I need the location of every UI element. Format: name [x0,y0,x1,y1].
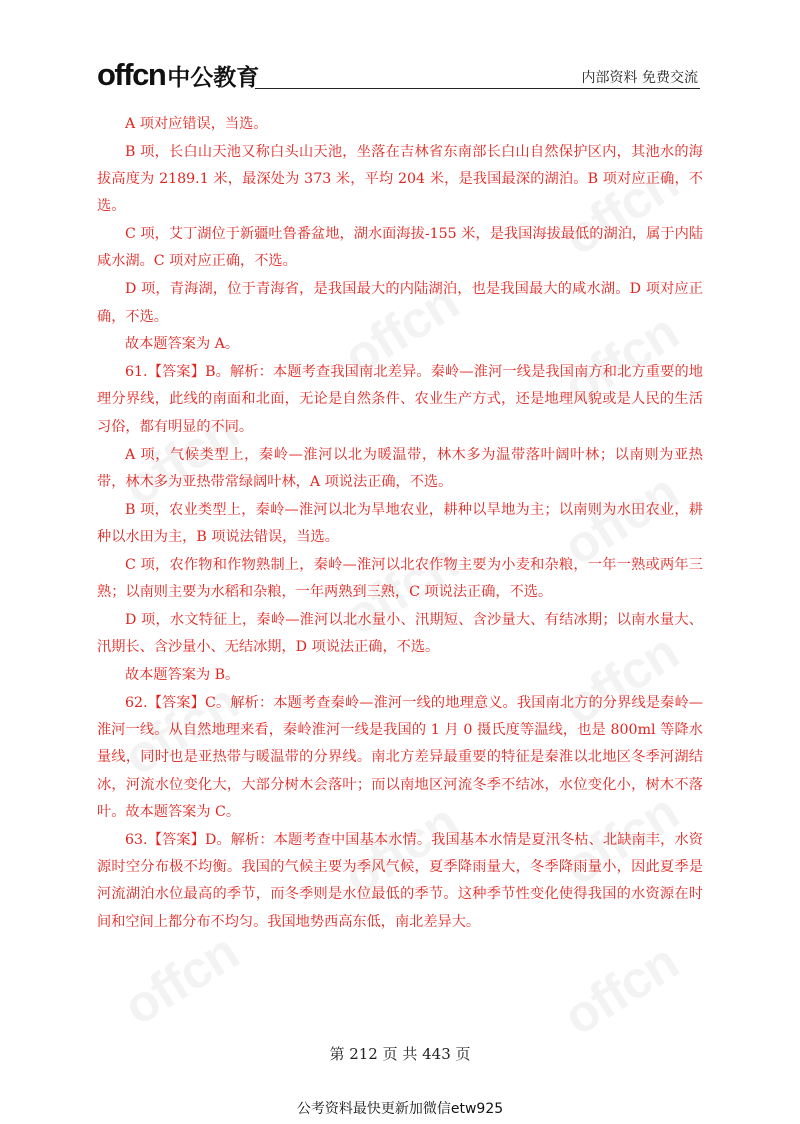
watermark [553,932,688,1048]
paragraph: 故本题答案为 B。 [125,666,240,683]
paragraph: 62.【答案】C。解析：本题考查秦岭—淮河一线的地理意义。我国南北方的分界线是秦岭—淮河一线。从自然地理来看，秦岭淮河一线是我国的 1 月 0 摄氏度等温线，也是 800ml 等降水量线，同时也是亚热带与暖温带的分界线。南北方差异最重要的特征是秦淮以北地区冬季河湖结冰，河流水位变化大，大部分树木会落叶；而以南地区河流冬季不结冰，水位变化小，树木不落叶。故本题答案为 C。 [97,694,703,820]
paragraph: C 项，艾丁湖位于新疆吐鲁番盆地，湖水面海拔-155 米，是我国海拔最低的湖泊，属于内陆咸水湖。C 项对应正确，不选。 [97,226,703,270]
paragraph: D 项，青海湖，位于青海省，是我国最大的内陆湖泊，也是我国最大的咸水湖。D 项对应正确，不选。 [97,281,703,325]
page-number: 第 212 页 共 443 页 [329,1045,471,1063]
paragraph: B 项，农业类型上，秦岭—淮河以北为旱地农业，耕种以旱地为主；以南则为水田农业，耕种以水田为主，B 项说法错误，当选。 [97,501,703,545]
document-body [97,111,703,936]
paragraph: C 项，农作物和作物熟制上，秦岭—淮河以北农作物主要为小麦和杂粮，一年一熟或两年三熟；以南则主要为水稻和杂粮，一年两熟到三熟，C 项说法正确，不选。 [97,556,703,601]
header-rule [255,88,700,89]
paragraph: B 项，长白山天池又称白头山天池，坐落在吉林省东南部长白山自然保护区内，其池水的海拔高度为 2189.1 米，最深处为 373 米，平均 204 米，是我国最深的湖泊。B 项对应正确，不选。 [97,143,703,215]
offcn-logo [97,57,259,93]
paragraph: 61.【答案】B。解析：本题考查我国南北差异。秦岭—淮河一线是我国南方和北方重要的地理分界线，此线的南面和北面，无论是自然条件、农业生产方式，还是地理风貌或是人民的生活习俗，都有明显的不同。 [97,364,703,435]
paragraph: A 项对应错误，当选。 [125,116,268,132]
paragraph: 故本题答案为 A。 [125,336,240,353]
bottom-note: 公考资料最快更新加微信etw925 [296,1101,504,1117]
paragraph: A 项，气候类型上，秦岭—淮河以北为暖温带，林木多为温带落叶阔叶林；以南则为亚热带，林木多为亚热带常绿阔叶林，A 项说法正确，不选。 [97,446,703,490]
paragraph: 63.【答案】D。解析：本题考查中国基本水情。我国基本水情是夏汛冬枯、北缺南丰，水资源时空分布极不均衡。我国的气候主要为季风气候，夏季降雨量大，冬季降雨量小，因此夏季是河流湖泊水位最高的季节，而冬季则是水位最低的季节。这种季节性变化使得我国的水资源在时间和空间上都分布不均匀。我国地势西高东低，南北差异大。 [97,831,703,930]
logo-chinese-name: 中公教育 [167,65,260,91]
paragraph: D 项，水文特征上，秦岭—淮河以北水量小、汛期短、含沙量大、有结冰期；以南水量大、汛期长、含沙量小、无结冰期，D 项说法正确，不选。 [97,611,703,656]
logo-wordmark: offcn [97,57,166,92]
header-tagline: 内部资料 免费交流 [581,70,698,86]
watermark [113,922,248,1038]
page-header [97,55,700,92]
